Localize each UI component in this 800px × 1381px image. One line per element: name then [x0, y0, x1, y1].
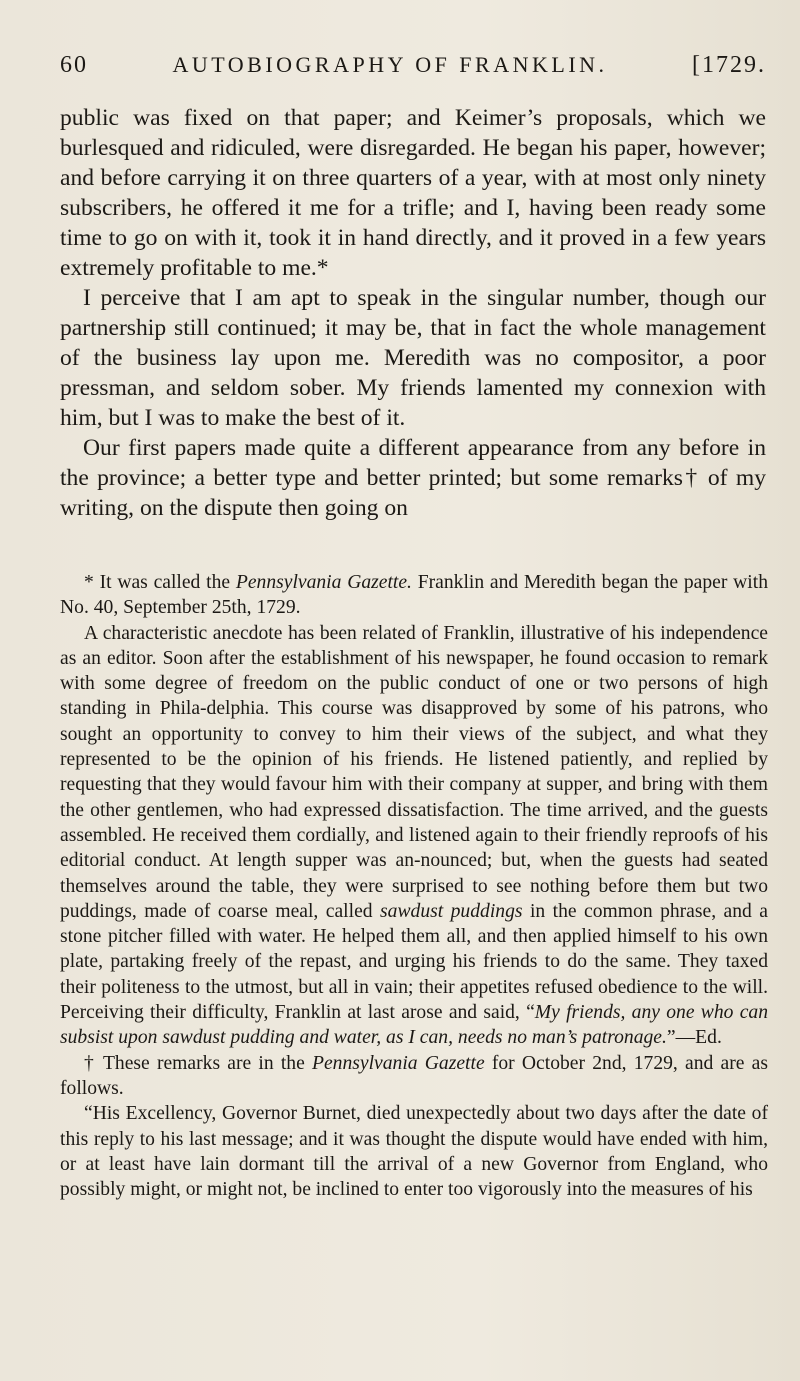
paragraph: I perceive that I am apt to speak in the singular number, though our partnership still continued; it may be, that in fact the whole management of the business lay upon me. Meredith was no compositor, a poor pressman, and seldom sober. My friends lamented my connexion with him, but I was to make the best of it. — [60, 285, 766, 431]
footnote-text: in the common phrase, and a stone pitcher filled with water. He helped them all, and then applied himself to his own plate, partaking freely of the repast, and urging his friends to do the same. They taxed their politeness to the utmost, but all in vain; their appetites refused obedience to the will. Perceiving their difficulty, Franklin at last arose and said, “ — [60, 900, 768, 1024]
page-number: 60 — [60, 52, 88, 78]
footnote: “His Excellency, Governor Burnet, died unexpectedly about two days after the date of this reply to his last message; and it was thought the dispute would have ended with him, or at least have lain dormant till the arrival of a new Governor from England, who possibly might, or might not, be inclined to enter too vigorously into the measures of his — [60, 1103, 768, 1201]
paragraph: public was fixed on that paper; and Keimer’s proposals, which we burlesqued and ridiculed, were disregarded. He began his paper, however; and before carrying it on three quarters of a year, with at most only ninety subscribers, he offered it me for a trifle; and I, having been ready some time to go on with it, took it in hand directly, and it proved in a few years extremely profitable to me.* — [60, 105, 766, 281]
header-year: [1729. — [692, 52, 766, 78]
footnote-italic: Pennsylvania Gazette — [312, 1052, 485, 1074]
footnote-text: Franklin and Meredith began the paper with No. 40, September 25th, 1729. — [60, 572, 768, 619]
running-header — [60, 52, 766, 88]
footnote-italic: My friends, any one who can subsist upon sawdust pudding and water, as I can, needs no man’s patronage. — [60, 1002, 768, 1049]
footnote — [60, 1051, 768, 1102]
paragraph: Our first papers made quite a different appearance from any before in the province; a better type and better printed; but some remarks† of my writing, on the dispute then going on — [60, 435, 766, 521]
footnote — [60, 570, 768, 621]
footnote-text: * It was called the — [84, 572, 236, 593]
footnote-text: for October 2nd, 1729, and are as follows. — [60, 1052, 768, 1099]
footnote-text: A characteristic anecdote has been related of Franklin, illustrative of his independence as an editor. Soon after the establishment of his newspaper, he found occasion to remark with some degree of freedom on the public conduct of one or two persons of high standing in Phila-delphia. This course was disapproved by some of his patrons, who sought an opportunity to convey to him their views of the subject, and what they represented to be the opinion of his friends. He listened patiently, and replied by requesting that they would favour him with their company at supper, and bring with them the other gentlemen, who had expressed dissatisfaction. The time arrived, and the guests assembled. He received them cordially, and listened again to their friendly reproofs of his editorial conduct. At length supper was an-nounced; but, when the guests had seated themselves around the table, they were surprised to see nothing before them but two puddings, made of coarse meal, called — [60, 622, 768, 922]
main-text — [60, 103, 766, 523]
footnote-text: ”—Ed. — [666, 1027, 722, 1049]
running-title: AUTOBIOGRAPHY OF FRANKLIN. — [172, 52, 608, 77]
footnotes — [60, 570, 768, 1202]
footnote-italic: Pennsylvania Gazette. — [235, 572, 412, 593]
footnote — [60, 621, 768, 1051]
footnote-text: † These remarks are in the — [84, 1052, 313, 1074]
footnote-italic: sawdust puddings — [380, 900, 523, 922]
